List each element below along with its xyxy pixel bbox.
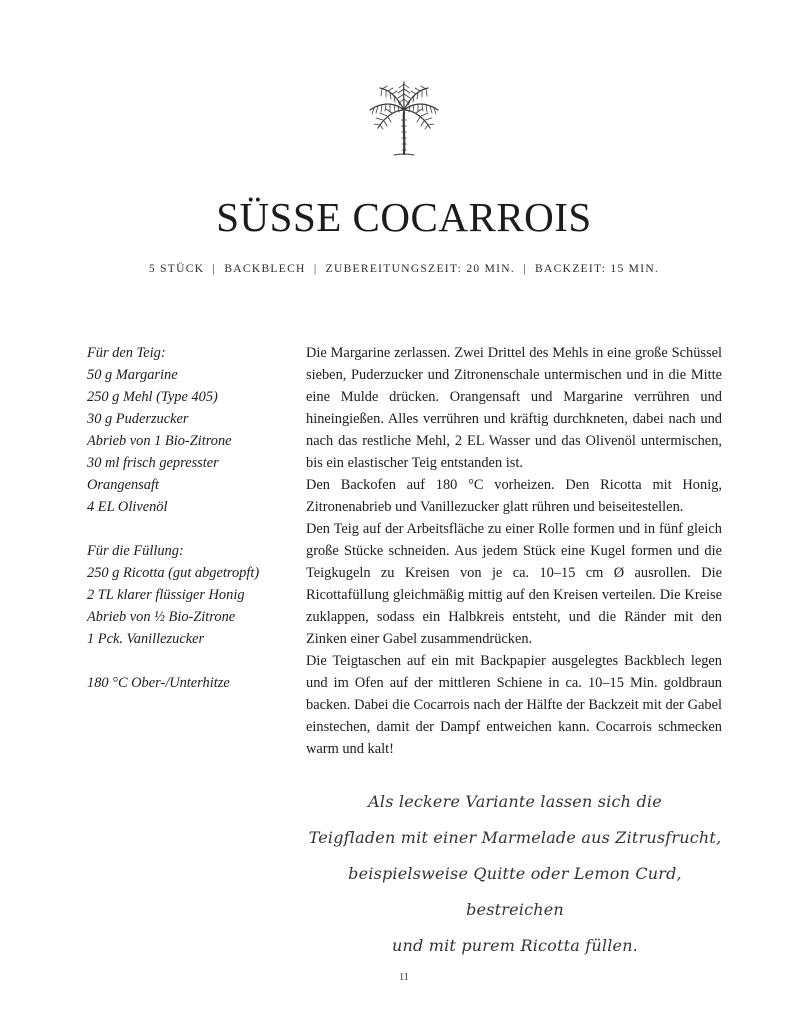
recipe-meta	[0, 261, 808, 277]
method-step: Die Margarine zerlassen. Zwei Drittel des Mehls in eine große Schüssel sieben, Puderzucker und Zitronenschale untermischen und in die Mitte eine Mulde drücken. Orangensaft und Margarine verrühren und hineingießen. Alles verrühren und kräftig durchkneten, dabei nach und nach das restliche Mehl, 2 EL Wasser und das Olivenöl untermischen, bis ein elastischer Teig entstanden ist.	[306, 345, 722, 471]
variation-note	[305, 784, 725, 964]
meta-separator: |	[313, 263, 318, 275]
page-number: 11	[399, 972, 409, 983]
meta-servings: 5 STÜCK	[148, 263, 205, 275]
oven-setting: 180 °C Ober-/Unterhitze	[87, 675, 230, 691]
note-line: beispielsweise Quitte oder Lemon Curd, bestreichen	[348, 864, 682, 919]
ingredient-item: 1 Pck. Vanillezucker	[87, 631, 205, 647]
ingredient-item: 30 g Puderzucker	[87, 411, 189, 427]
method-step: Den Backofen auf 180 °C vorheizen. Den Ricotta mit Honig, Zitronenabrieb und Vanillezucker glatt rühren und beiseitestellen.	[306, 477, 722, 515]
ingredient-item: Orangensaft	[87, 477, 159, 493]
method-step: Die Teigtaschen auf ein mit Backpapier ausgelegtes Backblech legen und im Ofen auf der mittleren Schiene in ca. 10–15 Min. goldbraun backen. Dabei die Cocarrois nach der Hälfte der Backzeit mit der Gabel einstechen, damit der Dampf entweichen kann. Cocarrois schmecken warm und kalt!	[306, 653, 722, 757]
filling-heading: Für die Füllung:	[87, 543, 184, 559]
meta-equipment: BACKBLECH	[224, 263, 306, 275]
ingredient-item: 50 g Margarine	[87, 367, 178, 383]
meta-separator: |	[212, 263, 217, 275]
method-step: Den Teig auf der Arbeitsfläche zu einer Rolle formen und in fünf gleich große Stücke schneiden. Aus jedem Stück eine Kugel formen und die Teigkugeln zu Kreisen von je ca. 10–15 cm Ø ausrollen. Die Ricottafüllung gleichmäßig mittig auf den Kreisen verteilen. Die Kreise zuklappen, sodass ein Halbkreis entsteht, und die Ränder mit den Zinken einer Gabel zusammendrücken.	[306, 521, 722, 647]
ingredients-list	[87, 342, 297, 694]
meta-separator: |	[523, 263, 527, 275]
ingredient-item: Abrieb von ½ Bio-Zitrone	[87, 609, 236, 625]
method-text	[306, 342, 722, 760]
ingredient-item: Abrieb von 1 Bio-Zitrone	[87, 433, 232, 449]
note-line: und mit purem Ricotta füllen.	[391, 936, 639, 955]
ingredient-item: 4 EL Olivenöl	[87, 499, 168, 515]
note-line: Teigfladen mit einer Marmelade aus Zitrusfrucht,	[308, 828, 722, 847]
ingredient-item: 30 ml frisch gepresster	[87, 455, 219, 471]
recipe-title: SÜSSE COCARROIS	[216, 194, 592, 240]
dough-heading: Für den Teig:	[87, 345, 166, 361]
ingredient-item: 250 g Ricotta (gut abgetropft)	[87, 565, 260, 581]
meta-bake-time: BACKZEIT: 15 MIN.	[535, 263, 660, 275]
note-line: Als leckere Variante lassen sich die	[368, 792, 662, 811]
ingredient-item: 2 TL klarer flüssiger Honig	[87, 587, 245, 603]
meta-prep-time: ZUBEREITUNGSZEIT: 20 MIN.	[325, 263, 516, 275]
ingredient-item: 250 g Mehl (Type 405)	[87, 389, 218, 405]
palm-tree-icon	[364, 80, 444, 158]
